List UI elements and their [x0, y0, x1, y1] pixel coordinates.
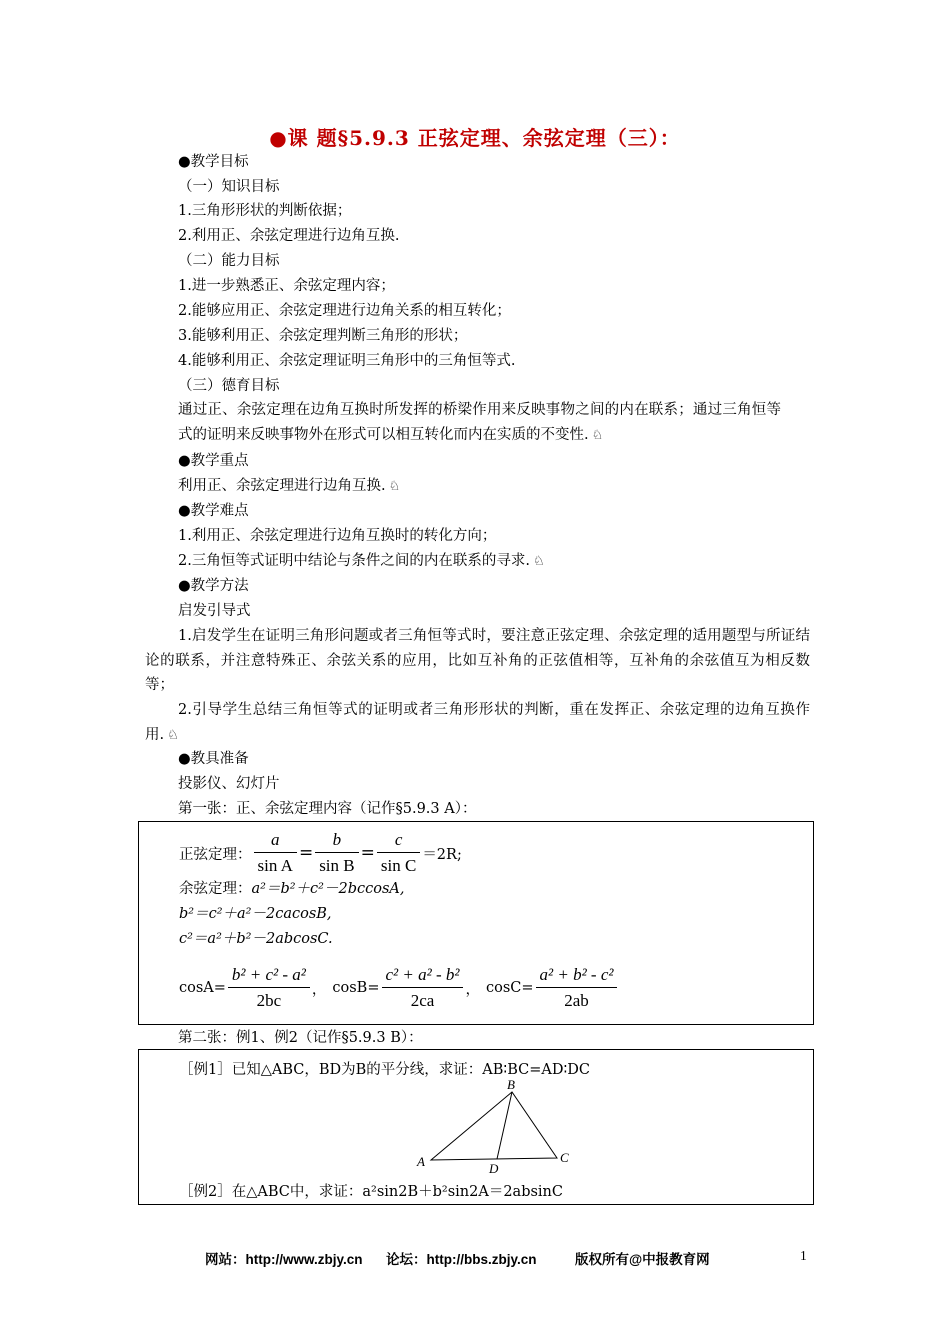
fraction-denominator: 2ca	[410, 990, 435, 1010]
formula-box	[138, 821, 814, 1025]
section-heading-difficulty: ●教学难点	[178, 503, 249, 519]
ornament-icon: ♘	[532, 554, 545, 569]
moral-text: 通过正、余弦定理在边角互换时所发挥的桥梁作用来反映事物之间的内在联系；通过三角恒等式的证明来反映事物外在形式可以相互转化而内在实质的不变性.	[178, 402, 781, 443]
list-item	[178, 551, 545, 572]
equals-sign: =	[360, 843, 375, 863]
footer-forum[interactable]: 论坛：http://bbs.zbjy.cn	[386, 1252, 537, 1267]
slide2-label: 第二张：例1、例2（记作§5.9.3 B）：	[178, 1030, 423, 1046]
fraction-numerator: b	[315, 828, 358, 853]
cosine-law-line-3: c²＝a²＋b²－2abcosC.	[179, 931, 333, 947]
point-label-d: D	[489, 1161, 499, 1176]
fraction	[536, 963, 618, 1014]
section-heading-method: ●教学方法	[178, 578, 249, 594]
fraction-denominator: 2bc	[256, 990, 282, 1010]
cosine-law-line-2: b²＝c²＋a²－2cacosB,	[179, 906, 332, 922]
separator: ，	[311, 981, 327, 998]
fraction	[315, 828, 358, 879]
key-point-line	[178, 476, 400, 497]
cos-lhs: cosB=	[332, 980, 380, 996]
vertex-label-b: B	[507, 1077, 515, 1092]
list-item: 1.进一步熟悉正、余弦定理内容；	[178, 278, 395, 294]
cosine-forms-line	[179, 958, 619, 1018]
list-item: 3.能够利用正、余弦定理判断三角形的形状；	[178, 328, 468, 344]
example-2: ［例2］在△ABC中，求证：a²sin2B＋b²sin2A＝2absinC	[179, 1184, 563, 1200]
fraction-denominator: sin C	[380, 855, 417, 875]
section-heading-key: ●教学重点	[178, 453, 249, 469]
method-name: 启发引导式	[178, 603, 251, 619]
subsection-moral: （三）德育目标	[178, 378, 280, 394]
sine-law-label: 正弦定理：	[179, 846, 252, 863]
subsection-knowledge: （一）知识目标	[178, 179, 280, 195]
tools-text: 投影仪、幻灯片	[178, 776, 280, 792]
triangle-abc	[431, 1092, 557, 1160]
footer-copyright: 版权所有@中报教育网	[575, 1252, 710, 1267]
section-heading-tools: ●教具准备	[178, 751, 249, 767]
method-paragraph-2	[145, 698, 810, 748]
list-item: 1.利用正、余弦定理进行边角互换时的转化方向；	[178, 528, 497, 544]
cos-lhs: cosC=	[485, 980, 534, 996]
equals-sign: =	[298, 843, 314, 863]
footer-site[interactable]: 网站：http://www.zbjy.cn	[205, 1252, 363, 1267]
method-text-2: 2.引导学生总结三角恒等式的证明或者三角形形状的判断，重在发挥正、余弦定理的边角互换作用.	[145, 702, 810, 743]
subsection-ability: （二）能力目标	[178, 253, 280, 269]
fraction-numerator: b² + c² - a²	[228, 963, 310, 988]
ornament-icon: ♘	[167, 727, 179, 743]
cosine-law-label: 余弦定理：	[179, 881, 252, 897]
separator: ，	[465, 981, 480, 998]
fraction-numerator: c	[377, 828, 420, 853]
page-number: 1	[800, 1248, 807, 1263]
sine-law-line	[179, 826, 462, 880]
vertex-label-a: A	[417, 1154, 425, 1169]
slide1-label: 第一张：正、余弦定理内容（记作§5.9.3 A）：	[178, 801, 477, 817]
sine-law-tail: ＝2R;	[422, 846, 462, 863]
fraction-numerator: a² + b² - c²	[536, 963, 618, 988]
list-item: 2.利用正、余弦定理进行边角互换.	[178, 228, 400, 244]
fraction-denominator: 2ab	[564, 990, 589, 1010]
method-paragraph-1: 1.启发学生在证明三角形问题或者三角恒等式时，要注意正弦定理、余弦定理的适用题型与所证结论的联系，并注意特殊正、余弦关系的应用，比如互补角的正弦值相等，互补角的余弦值互为相反数等；	[145, 628, 810, 693]
fraction-denominator: sin A	[257, 855, 293, 875]
cosine-law-formula: a²＝b²＋c²－2bccosA,	[251, 881, 405, 897]
ornament-icon: ♘	[388, 479, 401, 494]
page-title: ●课 题§5.9.3 正弦定理、余弦定理（三）：	[269, 126, 681, 150]
difficulty-text: 2.三角恒等式证明中结论与条件之间的内在联系的寻求.	[178, 553, 530, 569]
fraction-denominator: sin B	[319, 855, 355, 875]
example-1: ［例1］已知△ABC，BD为B的平分线，求证：AB∶BC=AD∶DC	[179, 1062, 590, 1078]
cos-lhs: cosA=	[179, 980, 226, 996]
section-heading-goals: ●教学目标	[178, 154, 249, 170]
fraction	[228, 963, 310, 1014]
fraction-numerator: a	[254, 828, 297, 853]
ornament-icon: ♘	[591, 427, 604, 443]
moral-paragraph	[178, 398, 781, 448]
fraction-numerator: c² + a² - b²	[382, 963, 464, 988]
list-item: 4.能够利用正、余弦定理证明三角形中的三角恒等式.	[178, 353, 516, 369]
fraction	[382, 963, 464, 1014]
cosine-law-line-1	[179, 877, 405, 898]
example-box	[138, 1049, 814, 1205]
fraction	[254, 828, 297, 879]
bisector-bd	[497, 1092, 512, 1159]
list-item: 1.三角形形状的判断依据；	[178, 203, 352, 219]
triangle-diagram	[409, 1076, 579, 1176]
vertex-label-c: C	[560, 1150, 569, 1165]
list-item: 2.能够应用正、余弦定理进行边角关系的相互转化；	[178, 303, 511, 319]
fraction	[377, 828, 420, 879]
key-point-text: 利用正、余弦定理进行边角互换.	[178, 478, 386, 494]
